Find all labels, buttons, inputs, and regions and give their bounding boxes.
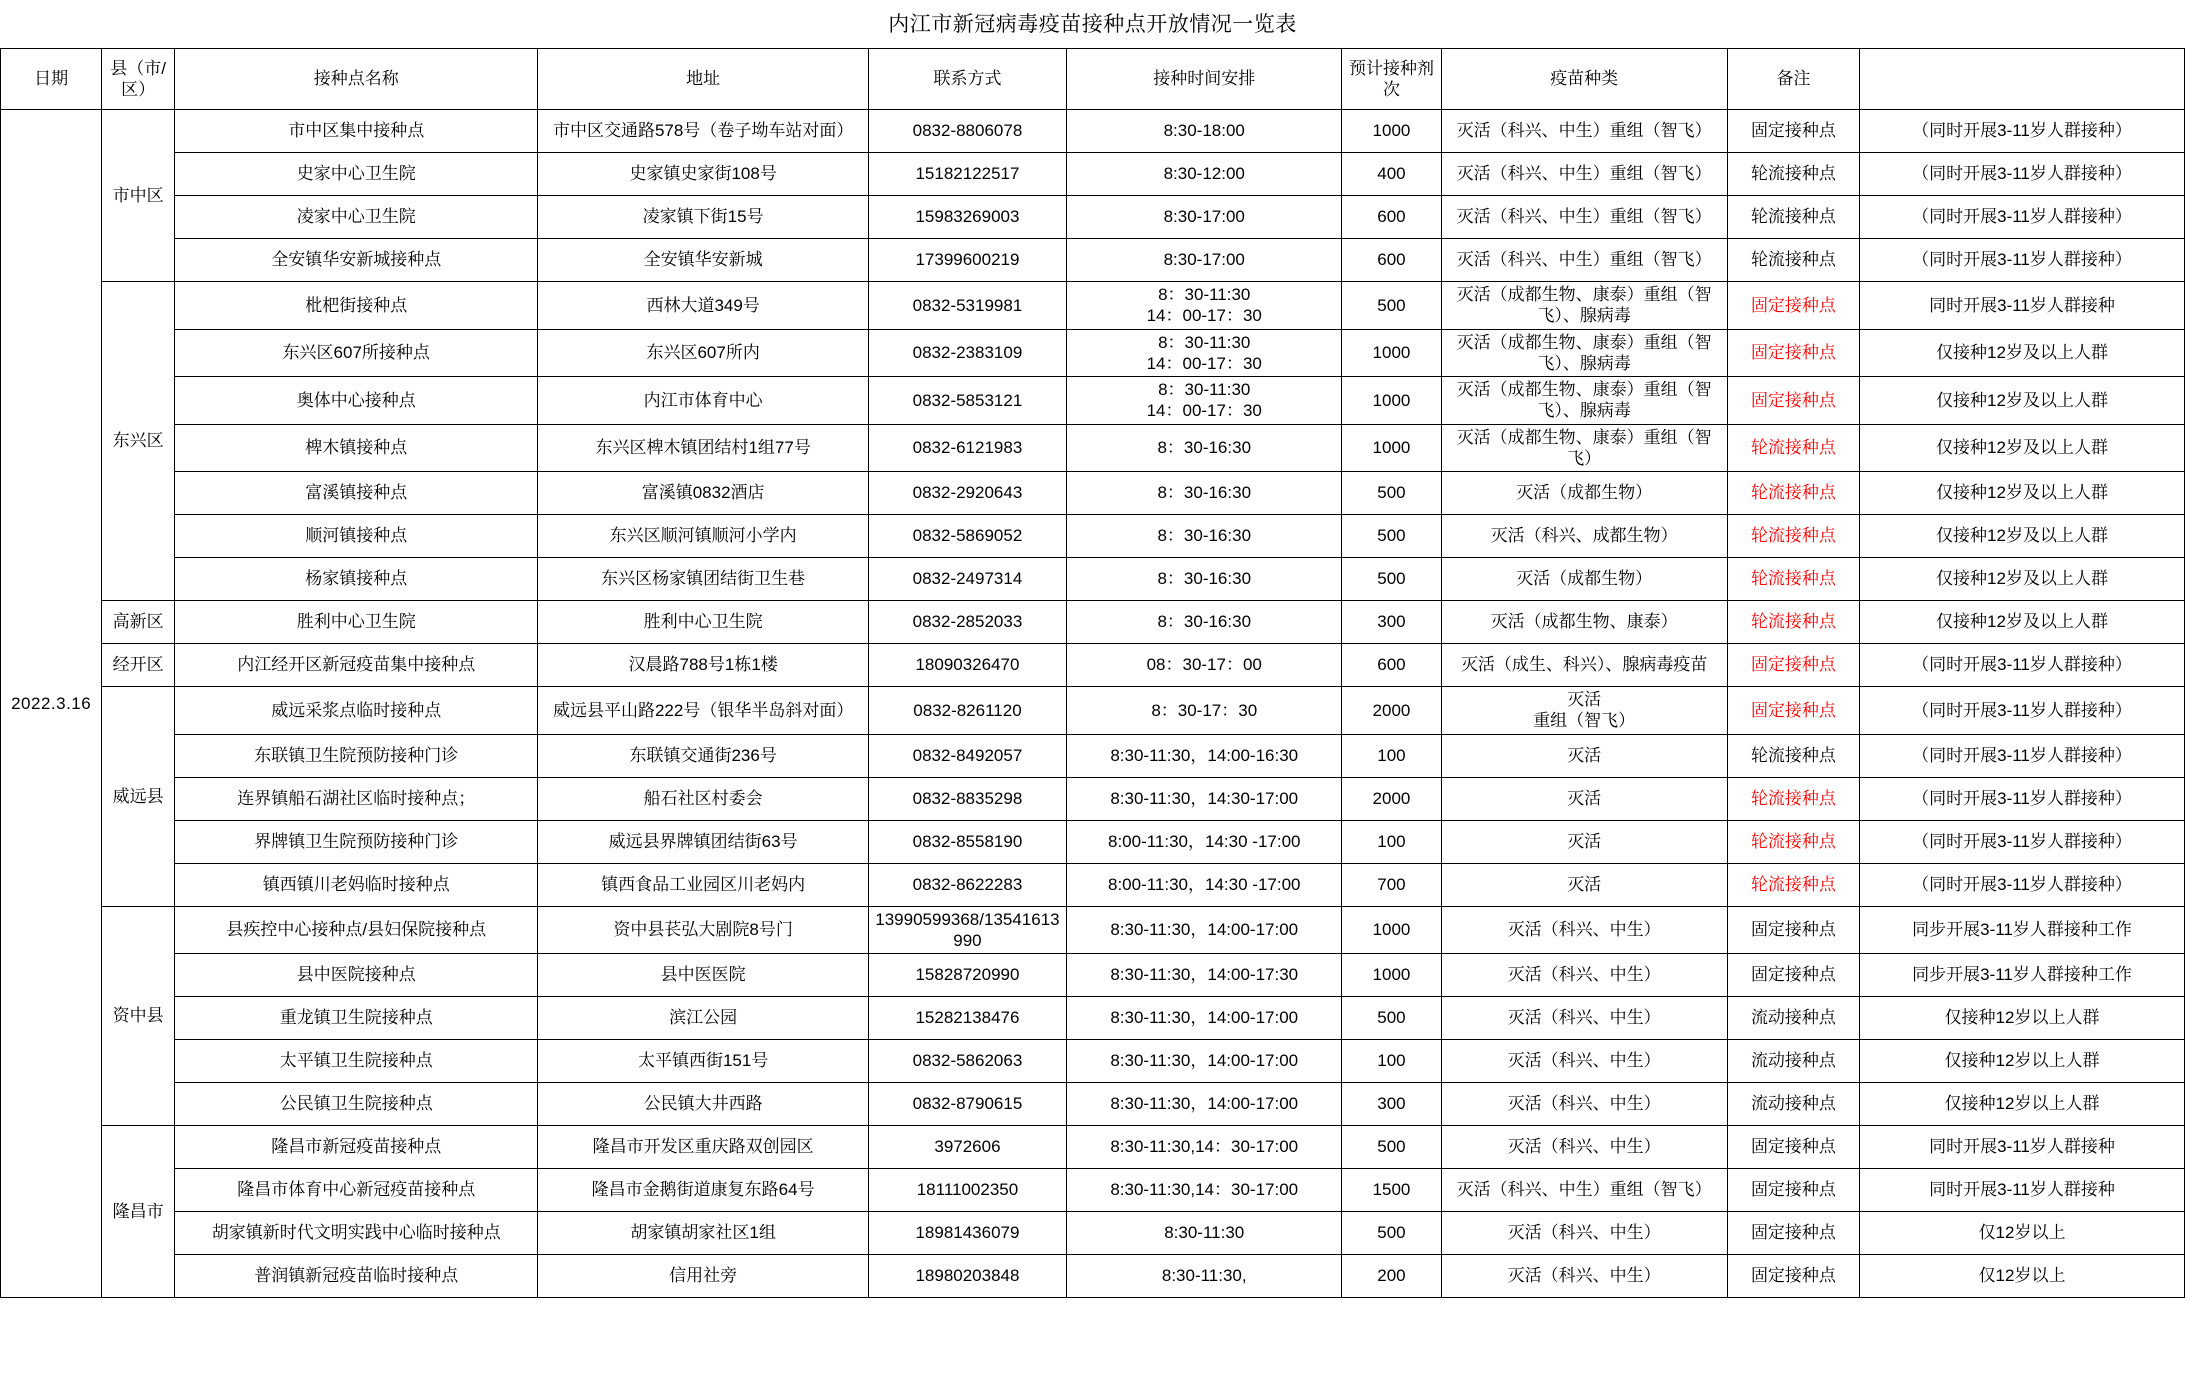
dose-cell: 1000	[1342, 110, 1441, 153]
address-cell: 隆昌市开发区重庆路双创园区	[538, 1126, 868, 1169]
dose-cell: 1000	[1342, 329, 1441, 377]
column-header-phone: 联系方式	[868, 49, 1066, 110]
vaccine-type-cell: 灭活（科兴、中生）	[1441, 1255, 1727, 1298]
dose-cell: 1000	[1342, 906, 1441, 954]
vaccine-type-cell: 灭活	[1441, 734, 1727, 777]
extra-note-cell: （同时开展3-11岁人群接种）	[1860, 863, 2185, 906]
note-cell: 固定接种点	[1727, 1126, 1859, 1169]
address-cell: 胡家镇胡家社区1组	[538, 1212, 868, 1255]
extra-note-cell: 仅接种12岁及以上人群	[1860, 377, 2185, 425]
address-cell: 船石社区村委会	[538, 777, 868, 820]
dose-cell: 500	[1342, 997, 1441, 1040]
column-header-site: 接种点名称	[175, 49, 538, 110]
site-name-cell: 县中医院接种点	[175, 954, 538, 997]
note-cell: 流动接种点	[1727, 1083, 1859, 1126]
site-name-cell: 普润镇新冠疫苗临时接种点	[175, 1255, 538, 1298]
note-cell: 轮流接种点	[1727, 820, 1859, 863]
time-cell: 8:30-11:30,14：30-17:00	[1067, 1169, 1342, 1212]
dose-cell: 100	[1342, 734, 1441, 777]
site-name-cell: 连界镇船石湖社区临时接种点；	[175, 777, 538, 820]
time-cell: 8:30-17:00	[1067, 196, 1342, 239]
time-cell: 8:30-11:30，14:00-17:30	[1067, 954, 1342, 997]
table-row	[1, 424, 2185, 472]
time-cell: 08：30-17：00	[1067, 644, 1342, 687]
phone-cell: 15828720990	[868, 954, 1066, 997]
vaccination-sites-table	[0, 48, 2185, 1298]
extra-note-cell: 同步开展3-11岁人群接种工作	[1860, 906, 2185, 954]
site-name-cell: 东联镇卫生院预防接种门诊	[175, 734, 538, 777]
dose-cell: 400	[1342, 153, 1441, 196]
dose-cell: 1000	[1342, 424, 1441, 472]
extra-note-cell: 仅接种12岁及以上人群	[1860, 424, 2185, 472]
county-cell: 东兴区	[102, 282, 175, 601]
site-name-cell: 市中区集中接种点	[175, 110, 538, 153]
dose-cell: 200	[1342, 1255, 1441, 1298]
address-cell: 滨江公园	[538, 997, 868, 1040]
phone-cell: 0832-6121983	[868, 424, 1066, 472]
address-cell: 威远县界牌镇团结街63号	[538, 820, 868, 863]
column-header-time: 接种时间安排	[1067, 49, 1342, 110]
extra-note-cell: （同时开展3-11岁人群接种）	[1860, 820, 2185, 863]
time-cell: 8:30-18:00	[1067, 110, 1342, 153]
dose-cell: 500	[1342, 1126, 1441, 1169]
extra-note-cell: 仅12岁以上	[1860, 1212, 2185, 1255]
table-row	[1, 558, 2185, 601]
vaccine-type-cell: 灭活（成都生物、康泰）重组（智飞）、腺病毒	[1441, 282, 1727, 330]
table-row	[1, 153, 2185, 196]
extra-note-cell: （同时开展3-11岁人群接种）	[1860, 153, 2185, 196]
phone-cell: 15282138476	[868, 997, 1066, 1040]
dose-cell: 2000	[1342, 687, 1441, 735]
time-cell: 8：30-16:30	[1067, 558, 1342, 601]
vaccine-type-cell: 灭活（科兴、中生）重组（智飞）	[1441, 1169, 1727, 1212]
table-row	[1, 1255, 2185, 1298]
dose-cell: 300	[1342, 1083, 1441, 1126]
site-name-cell: 枇杷街接种点	[175, 282, 538, 330]
extra-note-cell: 仅接种12岁及以上人群	[1860, 558, 2185, 601]
address-cell: 内江市体育中心	[538, 377, 868, 425]
table-row	[1, 644, 2185, 687]
address-cell: 史家镇史家街108号	[538, 153, 868, 196]
note-cell: 轮流接种点	[1727, 472, 1859, 515]
site-name-cell: 镇西镇川老妈临时接种点	[175, 863, 538, 906]
time-cell: 8：30-17：30	[1067, 687, 1342, 735]
table-row	[1, 472, 2185, 515]
site-name-cell: 公民镇卫生院接种点	[175, 1083, 538, 1126]
note-cell: 轮流接种点	[1727, 515, 1859, 558]
time-cell: 8:30-11:30，14:30-17:00	[1067, 777, 1342, 820]
address-cell: 东兴区607所内	[538, 329, 868, 377]
phone-cell: 0832-8558190	[868, 820, 1066, 863]
time-cell: 8:30-11:30，14:00-16:30	[1067, 734, 1342, 777]
column-header-county: 县（市/区）	[102, 49, 175, 110]
dose-cell: 1000	[1342, 377, 1441, 425]
phone-cell: 18980203848	[868, 1255, 1066, 1298]
address-cell: 东联镇交通街236号	[538, 734, 868, 777]
vaccine-type-cell: 灭活（科兴、中生）	[1441, 997, 1727, 1040]
site-name-cell: 界牌镇卫生院预防接种门诊	[175, 820, 538, 863]
vaccine-type-cell: 灭活（科兴、中生）重组（智飞）	[1441, 153, 1727, 196]
time-cell: 8:30-12:00	[1067, 153, 1342, 196]
extra-note-cell: 仅12岁以上	[1860, 1255, 2185, 1298]
dose-cell: 2000	[1342, 777, 1441, 820]
note-cell: 固定接种点	[1727, 282, 1859, 330]
phone-cell: 0832-2920643	[868, 472, 1066, 515]
extra-note-cell: 仅接种12岁以上人群	[1860, 1040, 2185, 1083]
phone-cell: 0832-8835298	[868, 777, 1066, 820]
vaccine-type-cell: 灭活（科兴、中生）	[1441, 1040, 1727, 1083]
extra-note-cell: 仅接种12岁及以上人群	[1860, 601, 2185, 644]
vaccine-type-cell: 灭活（科兴、中生）重组（智飞）	[1441, 239, 1727, 282]
column-header-date: 日期	[1, 49, 102, 110]
vaccine-type-cell: 灭活	[1441, 820, 1727, 863]
table-row	[1, 1126, 2185, 1169]
dose-cell: 600	[1342, 239, 1441, 282]
site-name-cell: 太平镇卫生院接种点	[175, 1040, 538, 1083]
site-name-cell: 史家中心卫生院	[175, 153, 538, 196]
vaccine-type-cell: 灭活（科兴、中生）	[1441, 954, 1727, 997]
phone-cell: 15182122517	[868, 153, 1066, 196]
vaccine-type-cell: 灭活（成都生物）	[1441, 558, 1727, 601]
phone-cell: 0832-2852033	[868, 601, 1066, 644]
phone-cell: 17399600219	[868, 239, 1066, 282]
time-cell: 8:30-11:30，14:00-17:00	[1067, 906, 1342, 954]
time-cell: 8:30-11:30	[1067, 1212, 1342, 1255]
note-cell: 轮流接种点	[1727, 239, 1859, 282]
extra-note-cell: 仅接种12岁以上人群	[1860, 1083, 2185, 1126]
site-name-cell: 胡家镇新时代文明实践中心临时接种点	[175, 1212, 538, 1255]
time-cell: 8:30-11:30,14：30-17:00	[1067, 1126, 1342, 1169]
note-cell: 轮流接种点	[1727, 601, 1859, 644]
column-header-dose: 预计接种剂次	[1342, 49, 1441, 110]
county-cell: 经开区	[102, 644, 175, 687]
extra-note-cell: （同时开展3-11岁人群接种）	[1860, 110, 2185, 153]
extra-note-cell: （同时开展3-11岁人群接种）	[1860, 687, 2185, 735]
vaccine-type-cell: 灭活（成都生物、康泰）重组（智飞）、腺病毒	[1441, 329, 1727, 377]
address-cell: 公民镇大井西路	[538, 1083, 868, 1126]
phone-cell: 0832-5853121	[868, 377, 1066, 425]
vaccine-type-cell: 灭活	[1441, 777, 1727, 820]
note-cell: 轮流接种点	[1727, 863, 1859, 906]
vaccine-type-cell: 灭活（科兴、中生）	[1441, 906, 1727, 954]
phone-cell: 0832-2383109	[868, 329, 1066, 377]
time-cell: 8：30-16:30	[1067, 472, 1342, 515]
dose-cell: 100	[1342, 1040, 1441, 1083]
county-cell: 资中县	[102, 906, 175, 1126]
dose-cell: 500	[1342, 515, 1441, 558]
table-row	[1, 1169, 2185, 1212]
site-name-cell: 杨家镇接种点	[175, 558, 538, 601]
vaccine-type-cell: 灭活（成都生物）	[1441, 472, 1727, 515]
dose-cell: 1500	[1342, 1169, 1441, 1212]
extra-note-cell: 同时开展3-11岁人群接种	[1860, 282, 2185, 330]
table-row	[1, 1212, 2185, 1255]
extra-note-cell: 仅接种12岁及以上人群	[1860, 472, 2185, 515]
address-cell: 信用社旁	[538, 1255, 868, 1298]
phone-cell: 0832-8790615	[868, 1083, 1066, 1126]
table-row	[1, 954, 2185, 997]
table-row	[1, 239, 2185, 282]
site-name-cell: 凌家中心卫生院	[175, 196, 538, 239]
site-name-cell: 奥体中心接种点	[175, 377, 538, 425]
table-row	[1, 777, 2185, 820]
table-row	[1, 863, 2185, 906]
note-cell: 轮流接种点	[1727, 424, 1859, 472]
time-cell: 8:00-11:30，14:30 -17:00	[1067, 863, 1342, 906]
site-name-cell: 内江经开区新冠疫苗集中接种点	[175, 644, 538, 687]
note-cell: 轮流接种点	[1727, 558, 1859, 601]
vaccine-type-cell: 灭活	[1441, 863, 1727, 906]
column-header-extra	[1860, 49, 2185, 110]
time-cell: 8：30-11:30 14：00-17：30	[1067, 329, 1342, 377]
site-name-cell: 顺河镇接种点	[175, 515, 538, 558]
address-cell: 太平镇西街151号	[538, 1040, 868, 1083]
note-cell: 固定接种点	[1727, 377, 1859, 425]
note-cell: 轮流接种点	[1727, 734, 1859, 777]
address-cell: 威远县平山路222号（银华半岛斜对面）	[538, 687, 868, 735]
column-header-address: 地址	[538, 49, 868, 110]
site-name-cell: 胜利中心卫生院	[175, 601, 538, 644]
page-title: 内江市新冠病毒疫苗接种点开放情况一览表	[888, 13, 1297, 36]
note-cell: 流动接种点	[1727, 997, 1859, 1040]
extra-note-cell: （同时开展3-11岁人群接种）	[1860, 734, 2185, 777]
note-cell: 轮流接种点	[1727, 196, 1859, 239]
dose-cell: 100	[1342, 820, 1441, 863]
note-cell: 轮流接种点	[1727, 777, 1859, 820]
phone-cell: 15983269003	[868, 196, 1066, 239]
address-cell: 市中区交通路578号（卷子坳车站对面）	[538, 110, 868, 153]
table-row	[1, 734, 2185, 777]
address-cell: 资中县苌弘大剧院8号门	[538, 906, 868, 954]
extra-note-cell: 仅接种12岁及以上人群	[1860, 329, 2185, 377]
phone-cell: 0832-8261120	[868, 687, 1066, 735]
note-cell: 固定接种点	[1727, 1212, 1859, 1255]
note-cell: 固定接种点	[1727, 906, 1859, 954]
vaccine-type-cell: 灭活（成都生物、康泰）	[1441, 601, 1727, 644]
extra-note-cell: （同时开展3-11岁人群接种）	[1860, 777, 2185, 820]
county-cell: 高新区	[102, 601, 175, 644]
vaccine-type-cell: 灭活（成生、科兴）、腺病毒疫苗	[1441, 644, 1727, 687]
phone-cell: 18090326470	[868, 644, 1066, 687]
phone-cell: 0832-2497314	[868, 558, 1066, 601]
phone-cell: 13990599368/13541613990	[868, 906, 1066, 954]
phone-cell: 3972606	[868, 1126, 1066, 1169]
address-cell: 胜利中心卫生院	[538, 601, 868, 644]
address-cell: 东兴区顺河镇顺河小学内	[538, 515, 868, 558]
table-row	[1, 997, 2185, 1040]
extra-note-cell: （同时开展3-11岁人群接种）	[1860, 239, 2185, 282]
table-row	[1, 906, 2185, 954]
vaccine-type-cell: 灭活（科兴、成都生物）	[1441, 515, 1727, 558]
extra-note-cell: 仅接种12岁以上人群	[1860, 997, 2185, 1040]
dose-cell: 500	[1342, 1212, 1441, 1255]
time-cell: 8:30-11:30，14:00-17:00	[1067, 1040, 1342, 1083]
address-cell: 隆昌市金鹅街道康复东路64号	[538, 1169, 868, 1212]
site-name-cell: 隆昌市体育中心新冠疫苗接种点	[175, 1169, 538, 1212]
phone-cell: 0832-5319981	[868, 282, 1066, 330]
site-name-cell: 全安镇华安新城接种点	[175, 239, 538, 282]
table-row	[1, 601, 2185, 644]
table-row	[1, 515, 2185, 558]
address-cell: 汉晨路788号1栋1楼	[538, 644, 868, 687]
time-cell: 8：30-16:30	[1067, 424, 1342, 472]
county-cell: 威远县	[102, 687, 175, 907]
dose-cell: 300	[1342, 601, 1441, 644]
table-row	[1, 1083, 2185, 1126]
dose-cell: 1000	[1342, 954, 1441, 997]
note-cell: 流动接种点	[1727, 1040, 1859, 1083]
address-cell: 西林大道349号	[538, 282, 868, 330]
vaccine-type-cell: 灭活（科兴、中生）	[1441, 1212, 1727, 1255]
site-name-cell: 东兴区607所接种点	[175, 329, 538, 377]
date-cell: 2022.3.16	[1, 110, 102, 1298]
dose-cell: 600	[1342, 196, 1441, 239]
dose-cell: 500	[1342, 282, 1441, 330]
address-cell: 东兴区椑木镇团结村1组77号	[538, 424, 868, 472]
county-cell: 隆昌市	[102, 1126, 175, 1298]
table-row	[1, 196, 2185, 239]
address-cell: 全安镇华安新城	[538, 239, 868, 282]
time-cell: 8：30-16:30	[1067, 515, 1342, 558]
extra-note-cell: （同时开展3-11岁人群接种）	[1860, 644, 2185, 687]
address-cell: 镇西食品工业园区川老妈内	[538, 863, 868, 906]
table-row	[1, 1040, 2185, 1083]
dose-cell: 600	[1342, 644, 1441, 687]
note-cell: 固定接种点	[1727, 329, 1859, 377]
phone-cell: 0832-8492057	[868, 734, 1066, 777]
phone-cell: 0832-8806078	[868, 110, 1066, 153]
vaccine-type-cell: 灭活（科兴、中生）	[1441, 1083, 1727, 1126]
extra-note-cell: 仅接种12岁及以上人群	[1860, 515, 2185, 558]
extra-note-cell: 同步开展3-11岁人群接种工作	[1860, 954, 2185, 997]
vaccine-type-cell: 灭活（成都生物、康泰）重组（智飞）、腺病毒	[1441, 377, 1727, 425]
note-cell: 固定接种点	[1727, 1255, 1859, 1298]
table-header	[1, 49, 2185, 110]
time-cell: 8:30-17:00	[1067, 239, 1342, 282]
note-cell: 固定接种点	[1727, 110, 1859, 153]
time-cell: 8:00-11:30，14:30 -17:00	[1067, 820, 1342, 863]
table-row	[1, 110, 2185, 153]
dose-cell: 500	[1342, 472, 1441, 515]
address-cell: 富溪镇0832酒店	[538, 472, 868, 515]
dose-cell: 500	[1342, 558, 1441, 601]
phone-cell: 0832-5862063	[868, 1040, 1066, 1083]
time-cell: 8:30-11:30,	[1067, 1255, 1342, 1298]
phone-cell: 0832-5869052	[868, 515, 1066, 558]
time-cell: 8：30-16:30	[1067, 601, 1342, 644]
site-name-cell: 威远采浆点临时接种点	[175, 687, 538, 735]
time-cell: 8：30-11:30 14：00-17：30	[1067, 282, 1342, 330]
time-cell: 8：30-11:30 14：00-17：30	[1067, 377, 1342, 425]
phone-cell: 18111002350	[868, 1169, 1066, 1212]
address-cell: 县中医医院	[538, 954, 868, 997]
phone-cell: 18981436079	[868, 1212, 1066, 1255]
table-row	[1, 820, 2185, 863]
site-name-cell: 县疾控中心接种点/县妇保院接种点	[175, 906, 538, 954]
note-cell: 固定接种点	[1727, 687, 1859, 735]
dose-cell: 700	[1342, 863, 1441, 906]
extra-note-cell: 同时开展3-11岁人群接种	[1860, 1169, 2185, 1212]
column-header-note: 备注	[1727, 49, 1859, 110]
table-row	[1, 329, 2185, 377]
site-name-cell: 富溪镇接种点	[175, 472, 538, 515]
site-name-cell: 隆昌市新冠疫苗接种点	[175, 1126, 538, 1169]
site-name-cell: 椑木镇接种点	[175, 424, 538, 472]
table-body	[1, 110, 2185, 1298]
vaccine-type-cell: 灭活（科兴、中生）	[1441, 1126, 1727, 1169]
county-cell: 市中区	[102, 110, 175, 282]
note-cell: 固定接种点	[1727, 1169, 1859, 1212]
note-cell: 固定接种点	[1727, 954, 1859, 997]
note-cell: 轮流接种点	[1727, 153, 1859, 196]
phone-cell: 0832-8622283	[868, 863, 1066, 906]
extra-note-cell: 同时开展3-11岁人群接种	[1860, 1126, 2185, 1169]
vaccine-type-cell: 灭活（科兴、中生）重组（智飞）	[1441, 196, 1727, 239]
column-header-vaccine: 疫苗种类	[1441, 49, 1727, 110]
extra-note-cell: （同时开展3-11岁人群接种）	[1860, 196, 2185, 239]
table-row	[1, 282, 2185, 330]
vaccine-type-cell: 灭活 重组（智飞）	[1441, 687, 1727, 735]
vaccine-type-cell: 灭活（成都生物、康泰）重组（智飞）	[1441, 424, 1727, 472]
site-name-cell: 重龙镇卫生院接种点	[175, 997, 538, 1040]
table-row	[1, 377, 2185, 425]
time-cell: 8:30-11:30，14:00-17:00	[1067, 1083, 1342, 1126]
address-cell: 东兴区杨家镇团结街卫生巷	[538, 558, 868, 601]
table-row	[1, 687, 2185, 735]
vaccine-type-cell: 灭活（科兴、中生）重组（智飞）	[1441, 110, 1727, 153]
address-cell: 凌家镇下街15号	[538, 196, 868, 239]
header-row	[1, 49, 2185, 110]
note-cell: 固定接种点	[1727, 644, 1859, 687]
time-cell: 8:30-11:30，14:00-17:00	[1067, 997, 1342, 1040]
